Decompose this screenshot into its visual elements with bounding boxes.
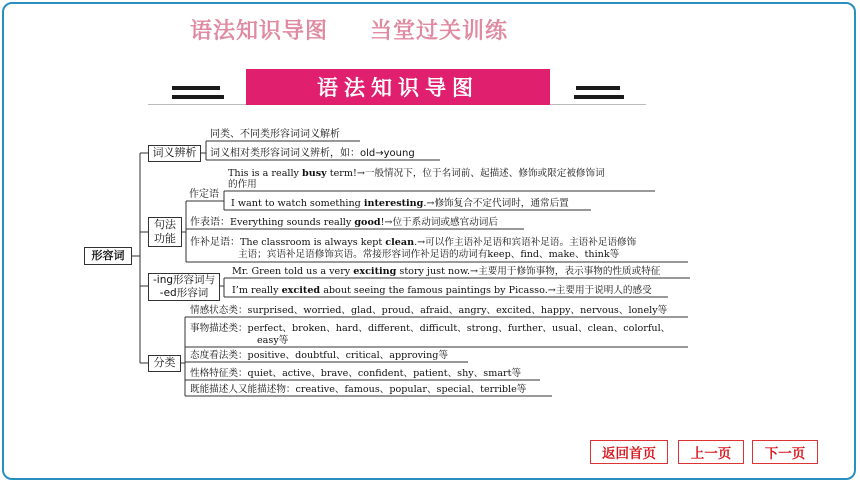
class-attitude: 态度看法类：positive、doubtful、critical、approving等 bbox=[190, 350, 449, 361]
ed-ex-pre: I’m really bbox=[232, 285, 282, 296]
attributive-ex1-pre: This is a really bbox=[228, 168, 303, 179]
attributive-example-1-line2: 的作用 bbox=[228, 179, 257, 190]
tab-grammar-map[interactable]: 语法知识导图 bbox=[190, 19, 329, 44]
complement-example bbox=[190, 237, 636, 248]
predicative-post: !→位于系动词或感官动词后 bbox=[380, 217, 498, 228]
predicative-pre: Everything sounds really bbox=[230, 217, 355, 228]
attributive-ex1-keyword: busy bbox=[302, 168, 327, 179]
complement-label: 作补足语： bbox=[190, 237, 240, 248]
prev-page-button[interactable]: 上一页 bbox=[678, 440, 744, 464]
node-syntactic-function-line1: 句法 bbox=[154, 218, 176, 231]
section-banner: 语法知识导图 bbox=[246, 69, 550, 105]
predicative-keyword: good bbox=[354, 217, 381, 228]
attributive-example-1 bbox=[228, 168, 605, 179]
complement-pre: The classroom is always kept bbox=[240, 237, 386, 248]
ing-ex-post: story just now.→主要用于修饰事物，表示事物的性质或特征 bbox=[396, 266, 661, 277]
node-syntactic-function bbox=[148, 217, 182, 247]
attributive-label: 作定语 bbox=[189, 189, 219, 200]
class-emotion: 情感状态类：surprised、worried、glad、proud、afraid、angry、excited、happy、nervous、lonely等 bbox=[190, 305, 668, 316]
node-syntactic-function-line2: 功能 bbox=[154, 232, 176, 245]
home-button[interactable]: 返回首页 bbox=[590, 440, 668, 464]
root-node-adjective: 形容词 bbox=[84, 247, 132, 265]
predicative-label: 作表语： bbox=[190, 217, 230, 228]
ing-example bbox=[232, 266, 660, 277]
synonym-item-2: 词义相对类形容词词义辨析，如：old→young bbox=[210, 148, 415, 159]
complement-post: .→可以作主语补足语和宾语补足语。主语补足语修饰 bbox=[414, 237, 637, 248]
attributive-ex2-pre: I want to watch something bbox=[231, 198, 364, 209]
attributive-ex1-post: term!→一般情况下，位于名词前、起描述、修饰或限定被修饰词 bbox=[326, 168, 605, 179]
tab-practice[interactable]: 当堂过关训练 bbox=[370, 19, 509, 44]
node-classification: 分类 bbox=[148, 355, 181, 372]
node-ing-ed-line2: -ed形容词 bbox=[159, 287, 209, 299]
complement-example-line2: 主语；宾语补足语修饰宾语。常接形容词作补足语的动词有keep、find、make、think等 bbox=[238, 249, 620, 260]
complement-keyword: clean bbox=[385, 237, 415, 248]
class-description-line2: easy等 bbox=[257, 335, 289, 346]
synonym-item-1: 同类、不同类形容词词义解析 bbox=[210, 129, 340, 140]
next-page-button[interactable]: 下一页 bbox=[752, 440, 818, 464]
node-synonym-analysis: 词义辨析 bbox=[148, 145, 201, 162]
class-description: 事物描述类：perfect、broken、hard、different、difficult、strong、further、usual、clean、colorful、 bbox=[190, 323, 671, 334]
class-personality: 性格特征类：quiet、active、brave、confident、patient、shy、smart等 bbox=[190, 368, 522, 379]
node-ing-ed-adjectives bbox=[148, 273, 220, 301]
ed-ex-post: about seeing the famous paintings by Picasso.→主要用于说明人的感受 bbox=[320, 285, 652, 296]
attributive-ex2-post: .→修饰复合不定代词时，通常后置 bbox=[423, 198, 569, 209]
attributive-ex2-keyword: interesting bbox=[363, 198, 424, 209]
class-people-things: 既能描述人又能描述物：creative、famous、popular、special、terrible等 bbox=[190, 384, 527, 395]
ing-ex-pre: Mr. Green told us a very bbox=[232, 266, 354, 277]
ed-ex-keyword: excited bbox=[281, 285, 321, 296]
ing-ex-keyword: exciting bbox=[353, 266, 397, 277]
node-ing-ed-line1: -ing形容词与 bbox=[152, 274, 216, 286]
attributive-example-2 bbox=[231, 198, 569, 209]
predicative-example bbox=[190, 217, 498, 228]
ed-example bbox=[232, 285, 652, 296]
